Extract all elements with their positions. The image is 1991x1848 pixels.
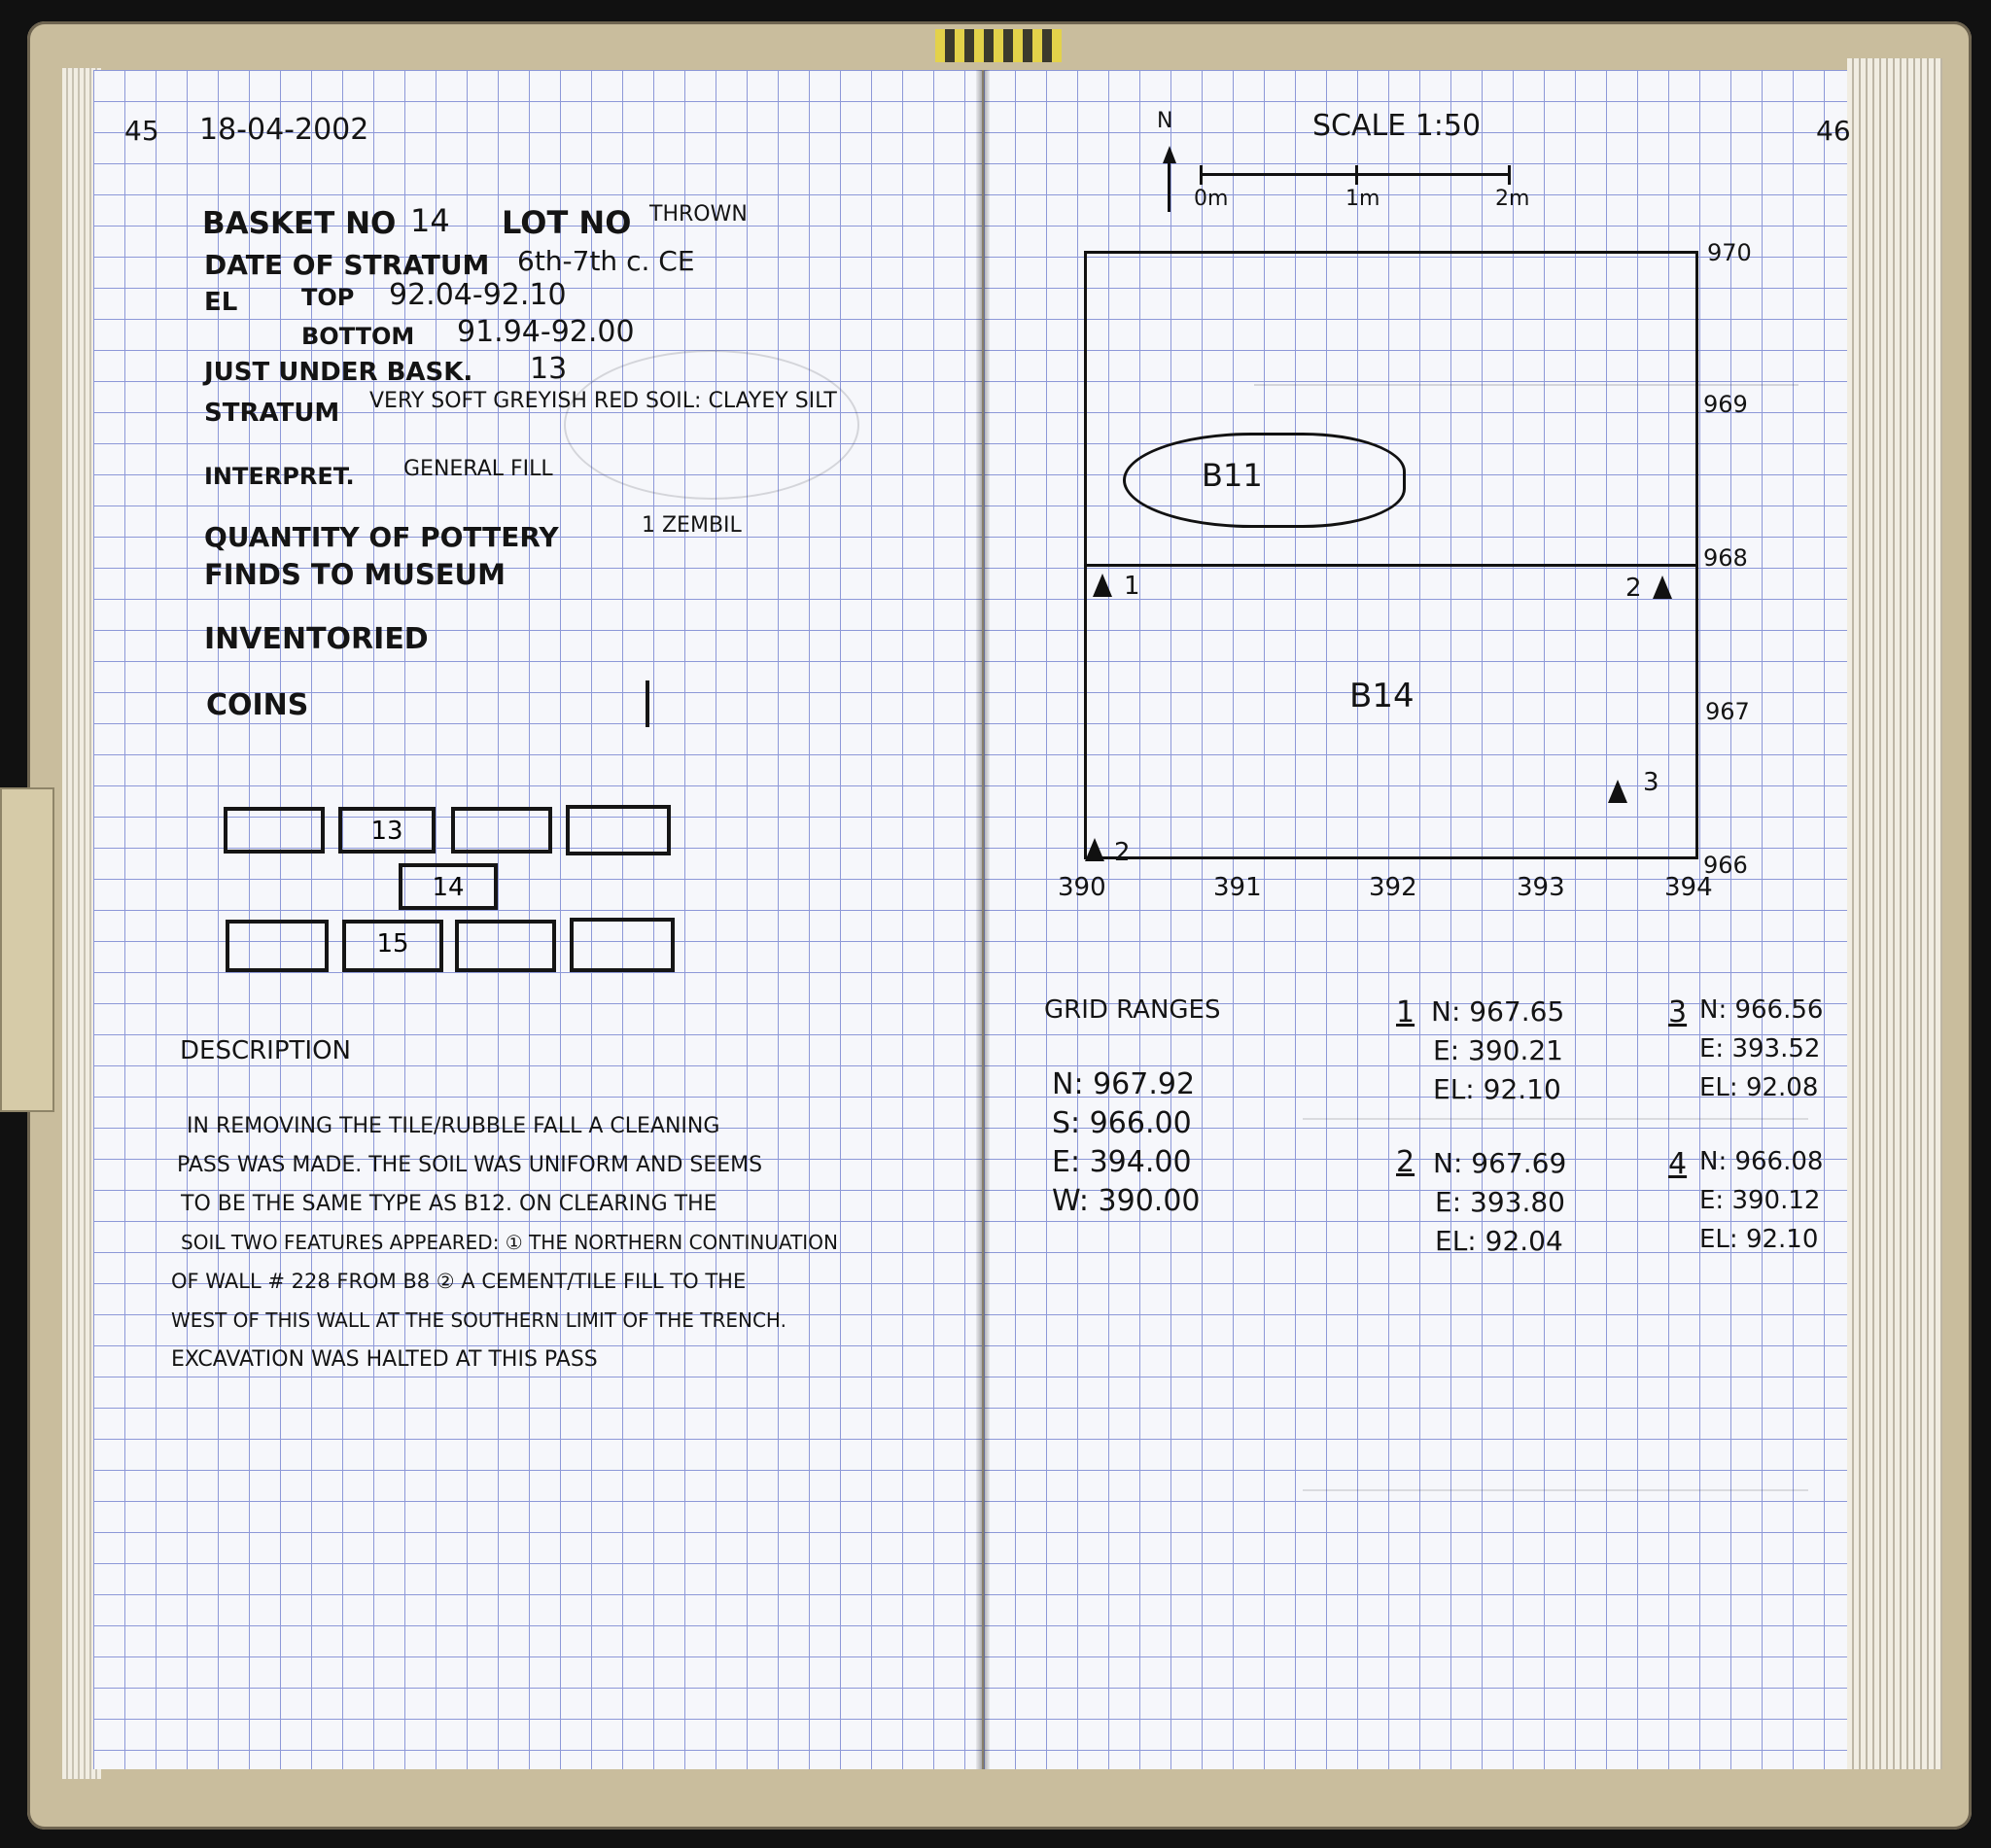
grid-y-label: 966 bbox=[1703, 852, 1748, 879]
description-label: DESCRIPTION bbox=[180, 1036, 351, 1065]
date-of-stratum-value: 6th-7th c. CE bbox=[517, 245, 695, 277]
stratum-value: VERY SOFT GREYISH RED SOIL: CLAYEY SILT bbox=[369, 389, 837, 413]
description-line: IN REMOVING THE TILE/RUBBLE FALL A CLEANING bbox=[187, 1114, 720, 1138]
interpretation-label: INTERPRET. bbox=[204, 463, 355, 490]
grid-y-label: 969 bbox=[1703, 391, 1748, 418]
north-arrow-shaft bbox=[1168, 161, 1170, 212]
grid-x-label: 390 bbox=[1058, 873, 1106, 902]
basket-box-empty bbox=[570, 918, 675, 972]
top-elevation-value: 92.04-92.10 bbox=[389, 278, 567, 312]
coins-tick-mark bbox=[646, 680, 649, 727]
grid-ranges-title: GRID RANGES bbox=[1044, 995, 1221, 1025]
description-line: OF WALL # 228 FROM B8 ② A CEMENT/TILE FILL TO THE bbox=[171, 1270, 747, 1293]
elevation-point-label: 3 bbox=[1643, 768, 1659, 797]
grid-range-north: N: 967.92 bbox=[1052, 1067, 1196, 1101]
basket-box-15: 15 bbox=[342, 920, 443, 972]
elevation-label: EL bbox=[204, 288, 238, 317]
basket-box-empty bbox=[226, 920, 329, 972]
description-line: WEST OF THIS WALL AT THE SOUTHERN LIMIT OF THE TRENCH. bbox=[171, 1308, 786, 1332]
point-elevation: EL: 92.10 bbox=[1433, 1073, 1561, 1105]
basket-box-empty bbox=[224, 807, 325, 854]
inventoried-label: INVENTORIED bbox=[204, 622, 429, 656]
point-northing: N: 967.69 bbox=[1433, 1147, 1567, 1179]
bookmark-ribbon bbox=[935, 29, 1062, 62]
top-label: TOP bbox=[301, 284, 355, 311]
coins-label: COINS bbox=[206, 688, 309, 722]
description-line: EXCAVATION WAS HALTED AT THIS PASS bbox=[171, 1347, 598, 1372]
grid-range-west: W: 390.00 bbox=[1052, 1184, 1201, 1218]
basket-value: 14 bbox=[410, 202, 450, 239]
point-northing: N: 966.56 bbox=[1699, 995, 1824, 1025]
page-number-left: 45 bbox=[124, 115, 159, 147]
elevation-point-triangle-icon bbox=[1085, 838, 1104, 861]
scale-title: SCALE 1:50 bbox=[1312, 109, 1482, 143]
date-of-stratum-label: DATE OF STRATUM bbox=[204, 249, 490, 281]
scale-tick-label: 1m bbox=[1345, 187, 1380, 211]
point-id: 2 bbox=[1396, 1145, 1415, 1179]
grid-x-label: 394 bbox=[1664, 873, 1713, 902]
elevation-point-label: 2 bbox=[1625, 574, 1642, 603]
grid-y-label: 970 bbox=[1707, 239, 1752, 266]
description-line: TO BE THE SAME TYPE AS B12. ON CLEARING THE bbox=[181, 1192, 717, 1216]
basket-box-13: 13 bbox=[338, 807, 436, 854]
elevation-point-label: 2 bbox=[1114, 838, 1131, 867]
point-easting: E: 393.52 bbox=[1699, 1034, 1821, 1063]
description-line: PASS WAS MADE. THE SOIL WAS UNIFORM AND SEEMS bbox=[177, 1153, 763, 1177]
grid-range-south: S: 966.00 bbox=[1052, 1106, 1192, 1140]
elevation-point-label: 1 bbox=[1124, 572, 1140, 601]
point-easting: E: 390.12 bbox=[1699, 1186, 1821, 1215]
basket-box-14: 14 bbox=[399, 863, 498, 910]
elevation-point-triangle-icon bbox=[1653, 575, 1672, 599]
just-under-value: 13 bbox=[530, 352, 568, 386]
stratum-label: STRATUM bbox=[204, 399, 340, 428]
point-id: 3 bbox=[1668, 995, 1688, 1029]
point-easting: E: 390.21 bbox=[1433, 1034, 1563, 1066]
north-label: N bbox=[1157, 109, 1173, 133]
plan-divider-line bbox=[1084, 564, 1698, 567]
grid-y-label: 968 bbox=[1703, 544, 1748, 572]
grid-y-label: 967 bbox=[1705, 698, 1750, 725]
point-elevation: EL: 92.04 bbox=[1435, 1225, 1563, 1257]
just-under-label: JUST UNDER BASK. bbox=[204, 358, 473, 387]
point-id: 1 bbox=[1396, 995, 1415, 1029]
book-gutter bbox=[976, 70, 990, 1769]
elevation-point-triangle-icon bbox=[1093, 574, 1112, 597]
elevation-point-triangle-icon bbox=[1608, 780, 1627, 803]
grid-x-label: 392 bbox=[1369, 873, 1417, 902]
page-number-right: 46 bbox=[1816, 115, 1851, 147]
basket-box-empty bbox=[566, 805, 671, 855]
grid-x-label: 391 bbox=[1213, 873, 1262, 902]
feature-outline-b11 bbox=[1123, 433, 1406, 528]
point-northing: N: 966.08 bbox=[1699, 1147, 1824, 1176]
finds-to-museum-label: FINDS TO MUSEUM bbox=[204, 558, 506, 591]
feature-label-b14: B14 bbox=[1349, 677, 1415, 715]
point-elevation: EL: 92.10 bbox=[1699, 1225, 1819, 1254]
point-northing: N: 967.65 bbox=[1431, 995, 1565, 1028]
lot-value: THROWN bbox=[649, 202, 748, 227]
bleed-through-shape bbox=[564, 350, 859, 500]
page-edges-right bbox=[1847, 58, 1942, 1769]
pottery-quantity-value: 1 ZEMBIL bbox=[642, 513, 742, 538]
point-easting: E: 393.80 bbox=[1435, 1186, 1565, 1218]
point-elevation: EL: 92.08 bbox=[1699, 1073, 1819, 1102]
interpretation-value: GENERAL FILL bbox=[403, 457, 553, 481]
grid-x-label: 393 bbox=[1517, 873, 1565, 902]
point-id: 4 bbox=[1668, 1147, 1688, 1181]
feature-label-b11: B11 bbox=[1202, 457, 1263, 494]
entry-date: 18-04-2002 bbox=[199, 113, 369, 147]
bottom-elevation-value: 91.94-92.00 bbox=[457, 315, 635, 349]
basket-box-empty bbox=[451, 807, 552, 854]
scale-tick-label: 2m bbox=[1495, 187, 1530, 211]
grid-range-east: E: 394.00 bbox=[1052, 1145, 1192, 1179]
basket-label: BASKET NO bbox=[202, 206, 397, 241]
scale-tick-label: 0m bbox=[1194, 187, 1229, 211]
basket-box-empty bbox=[455, 920, 556, 972]
bottom-label: BOTTOM bbox=[301, 323, 415, 350]
lot-label: LOT NO bbox=[502, 204, 632, 241]
trench-plan bbox=[1084, 251, 1698, 859]
elastic-strap bbox=[0, 787, 54, 1112]
description-line: SOIL TWO FEATURES APPEARED: ① THE NORTHERN CONTINUATION bbox=[181, 1231, 838, 1254]
pottery-quantity-label: QUANTITY OF POTTERY bbox=[204, 521, 559, 553]
